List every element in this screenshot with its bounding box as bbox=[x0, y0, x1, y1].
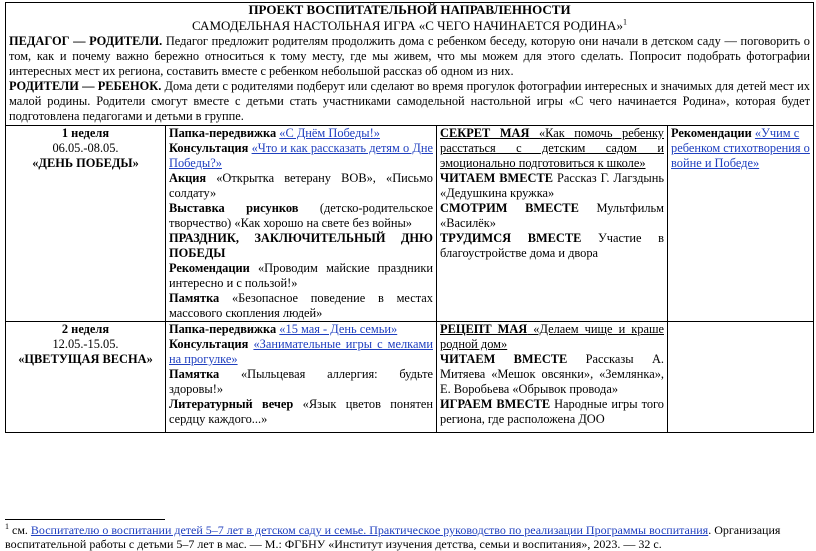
list-item: Памятка «Пыльцевая аллергия: будьте здоровы!» bbox=[169, 367, 433, 396]
footnote-ref[interactable]: 1 bbox=[622, 17, 627, 27]
week-row bbox=[6, 126, 814, 322]
project-table bbox=[5, 2, 814, 433]
footnote-divider bbox=[5, 519, 165, 520]
folder-link[interactable]: «С Днём Победы!» bbox=[279, 126, 380, 140]
week-label: 2 неделя bbox=[61, 322, 110, 336]
header-cell bbox=[6, 3, 814, 126]
list-item: Литературный вечер «Язык цветов понятен сердцу каждого...» bbox=[169, 397, 433, 426]
list-item: Акция «Открытка ветерану ВОВ», «Письмо солдату» bbox=[169, 171, 433, 200]
footnote: $^1$ см. Воспитателю о воспитании детей 5–7 лет в детском саду и семье. Практическое руководство по реализации Программы воспитания. Организация воспитательной работы с детьми 5–7 лет в мас. — М.: ФГБНУ «Институт изучения детства, семьи и воспитания», 2023. — 32 с. bbox=[5, 522, 781, 551]
list-item: РЕЦЕПТ МАЯ «Делаем чище и краше родной дом» bbox=[440, 322, 664, 351]
list-item: Рекомендации «Учим с ребенком стихотворения о войне и Победе» bbox=[671, 126, 810, 170]
page-subtitle: САМОДЕЛЬНАЯ НАСТОЛЬНАЯ ИГРА «С ЧЕГО НАЧИНАЕТСЯ РОДИНА»$^1$ bbox=[192, 17, 627, 33]
list-item: ЧИТАЕМ ВМЕСТЕ Рассказы А. Митяева «Мешок овсянки», «Землянка», Е. Воробьева «Обрывок провода» bbox=[440, 352, 664, 396]
family-cell bbox=[437, 322, 668, 433]
list-item: Рекомендации «Проводим майские праздники интересно и с пользой!» bbox=[169, 261, 433, 290]
list-item: ПРАЗДНИК, ЗАКЛЮЧИТЕЛЬНЫЙ ДНЮ ПОБЕДЫ bbox=[169, 231, 433, 260]
week-cell bbox=[6, 126, 166, 322]
week-cell bbox=[6, 322, 166, 433]
poems-link[interactable]: «Учим с ребенком стихотворения о войне и Победе» bbox=[671, 126, 810, 170]
page-title: ПРОЕКТ ВОСПИТАТЕЛЬНОЙ НАПРАВЛЕННОСТИ bbox=[248, 2, 571, 17]
list-item: СЕКРЕТ МАЯ «Как помочь ребенку расстаться с детским садом и эмоционально подготовиться к школе» bbox=[440, 126, 665, 170]
list-item: Консультация «Занимательные игры с мелками на прогулке» bbox=[169, 337, 433, 366]
list-item: ИГРАЕМ ВМЕСТЕ Народные игры того региона, где расположена ДОО bbox=[440, 397, 664, 426]
list-item: СМОТРИМ ВМЕСТЕ Мультфильм «Василёк» bbox=[440, 201, 664, 230]
week-theme: «ДЕНЬ ПОБЕДЫ» bbox=[32, 156, 139, 170]
header-row bbox=[6, 3, 814, 126]
recommend-cell bbox=[668, 126, 814, 322]
list-item: Памятка «Безопасное поведение в местах массового скопления людей» bbox=[169, 291, 433, 320]
consultation-link[interactable]: «Занимательные игры с мелками на прогулке» bbox=[169, 337, 433, 366]
list-item: ЧИТАЕМ ВМЕСТЕ Рассказ Г. Лагздынь «Дедушкина кружка» bbox=[440, 171, 664, 200]
activities-cell bbox=[166, 322, 437, 433]
list-item: Выставка рисунков (детско-родительское творчество) «Как хорошо на свете без войны» bbox=[169, 201, 434, 230]
week-label: 1 неделя bbox=[61, 126, 110, 140]
week-theme: «ЦВЕТУЩАЯ ВЕСНА» bbox=[18, 352, 153, 366]
list-item: Папка-передвижка «15 мая - День семьи» bbox=[169, 322, 398, 336]
parents-child-paragraph: РОДИТЕЛИ — РЕБЕНОК. Дома дети с родителями подберут или сделают во время прогулок фотографии интересных и значимых для детей мест их малой родины. Родители смогут вместе с детьми стать участниками самодельной настольной игры «С чего начинается Родина», которая будет подготовлена педагогами и детьми в группе. bbox=[9, 79, 810, 123]
list-item: ТРУДИМСЯ ВМЕСТЕ Участие в благоустройстве дома и двора bbox=[440, 231, 664, 260]
week-dates: 12.05.-15.05. bbox=[52, 337, 119, 351]
folder-link[interactable]: «15 мая - День семьи» bbox=[279, 322, 398, 336]
list-item: Консультация «Что и как рассказать детям о Дне Победы?» bbox=[169, 141, 433, 170]
activities-cell bbox=[166, 126, 437, 322]
list-item: Папка-передвижка «С Днём Победы!» bbox=[169, 126, 380, 140]
recommend-cell bbox=[668, 322, 814, 433]
week-row bbox=[6, 322, 814, 433]
consultation-link[interactable]: «Что и как рассказать детям о Дне Победы?» bbox=[169, 141, 433, 170]
footnote-source-link[interactable]: Воспитателю о воспитании детей 5–7 лет в детском саду и семье. Практическое руководство по реализации Программы воспитания bbox=[30, 523, 709, 537]
family-cell bbox=[437, 126, 668, 322]
week-dates: 06.05.-08.05. bbox=[52, 141, 119, 155]
teacher-parents-paragraph: ПЕДАГОГ — РОДИТЕЛИ. Педагог предложит родителям продолжить дома с ребенком беседу, которую они начали в детском саду — поговорить о том, как и почему важно бережно относиться к тому месту, где мы живем, что мы можем для этого сделать. Попросит подобрать фотографии интересных мест их региона, составить вместе с ребенком небольшой рассказ об одном из них. bbox=[9, 34, 810, 78]
